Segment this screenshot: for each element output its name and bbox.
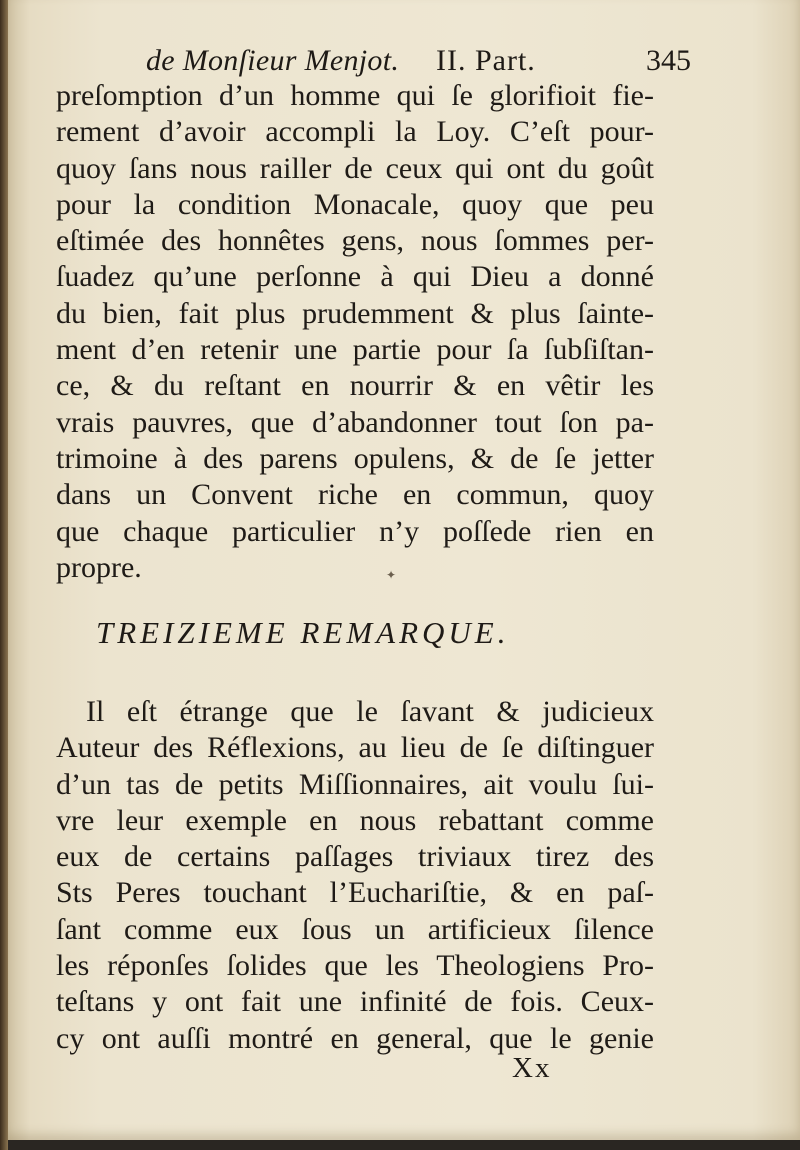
text-line: preſomption d’un homme qui ſe glorifioit fie- xyxy=(56,79,654,112)
page-number: 345 xyxy=(646,44,691,77)
text-line: vrais pauvres, que d’abandonner tout ſon pa- xyxy=(56,405,654,439)
paragraph-1 xyxy=(56,78,654,586)
book-spine-edge xyxy=(0,0,8,1150)
running-head-part: II. Part. xyxy=(436,44,536,77)
paragraph-2 xyxy=(56,694,654,1057)
catchword: Xx xyxy=(512,1052,552,1084)
text-line: ce, & du reſtant en nourrir & en vêtir les xyxy=(56,369,654,403)
text-line: eſtimée des honnêtes gens, nous ſommes per- xyxy=(56,224,654,258)
text-line: ſuadez qu’une perſonne à qui Dieu a donné xyxy=(56,260,654,294)
ornament-mark: ✦ xyxy=(386,568,397,582)
text-line: Il eſt étrange que le ſavant & judicieux xyxy=(86,695,654,728)
text-line: rement d’avoir accompli la Loy. C’eſt pour- xyxy=(56,115,654,149)
text-line: vre leur exemple en nous rebattant comme xyxy=(56,803,654,837)
text-line-last: propre. xyxy=(56,550,142,584)
text-line: ment d’en retenir une partie pour ſa ſubſiſtan- xyxy=(56,333,654,367)
text-line: teſtans y ont fait une infinité de fois. Ceux- xyxy=(56,985,654,1019)
text-line: quoy ſans nous railler de ceux qui ont du goût xyxy=(56,151,654,185)
text-line: ſant comme eux ſous un artificieux ſilence xyxy=(56,912,654,946)
text-line: les réponſes ſolides que les Theologiens Pro- xyxy=(56,949,654,983)
text-line: cy ont auſſi montré en general, que le genie xyxy=(56,1021,654,1055)
text-line: eux de certains paſſages triviaux tirez des xyxy=(56,840,654,874)
text-line: Auteur des Réflexions, au lieu de ſe diſtinguer xyxy=(56,731,654,765)
text-line: Sts Peres touchant l’Euchariſtie, & en paſ- xyxy=(56,876,654,910)
book-page xyxy=(6,0,800,1140)
text-line: pour la condition Monacale, quoy que peu xyxy=(56,187,654,221)
text-line: dans un Convent riche en commun, quoy xyxy=(56,478,654,512)
text-line: trimoine à des parens opulens, & de ſe jetter xyxy=(56,441,654,475)
section-heading: TREIZIEME REMARQUE. xyxy=(96,615,510,650)
text-line: que chaque particulier n’y poſſede rien en xyxy=(56,514,654,548)
text-line: du bien, fait plus prudemment & plus ſainte- xyxy=(56,296,654,330)
text-line: d’un tas de petits Miſſionnaires, ait voulu ſui- xyxy=(56,767,654,801)
running-head-title: de Monſieur Menjot. xyxy=(146,44,400,77)
